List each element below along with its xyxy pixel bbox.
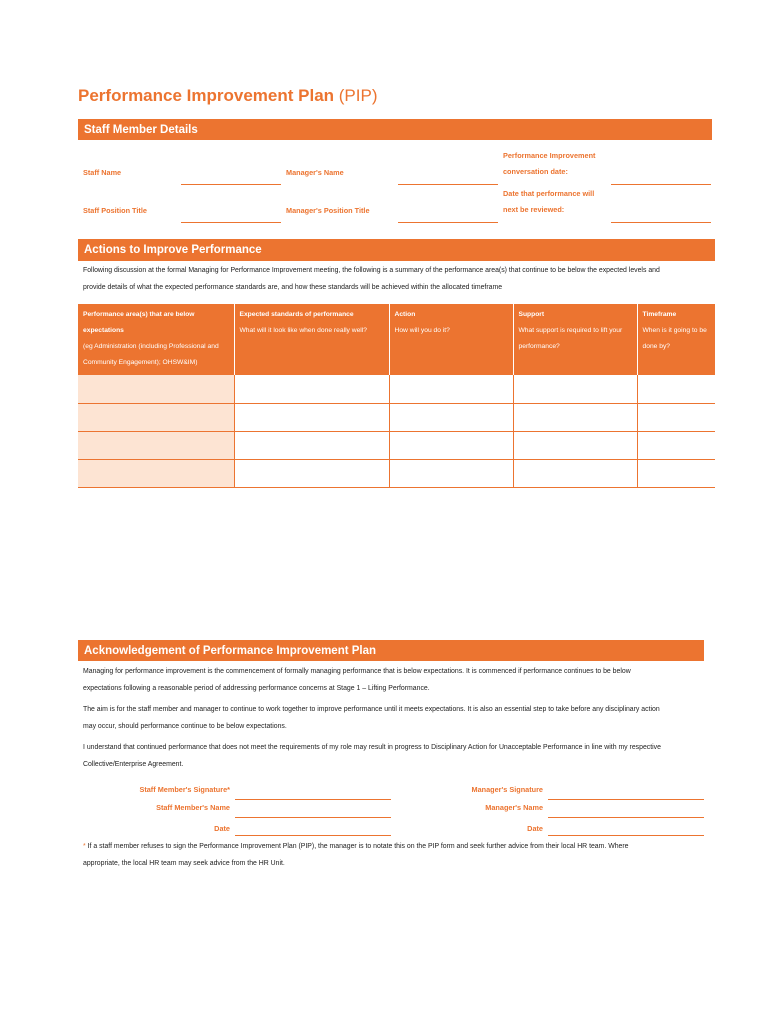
conversation-date-label-line2: conversation date:: [503, 167, 568, 176]
table-row: [78, 459, 715, 487]
staff-name-field[interactable]: [181, 184, 281, 185]
title-main: Performance Improvement Plan: [78, 86, 335, 105]
manager-date-label: Date: [527, 824, 543, 833]
table-row: [78, 375, 715, 403]
table-cell[interactable]: [389, 431, 513, 459]
table-cell[interactable]: [513, 375, 637, 403]
table-cell[interactable]: [389, 375, 513, 403]
footnote: [83, 839, 683, 872]
manager-signature-field[interactable]: [548, 799, 704, 800]
ack-para-2-line1: The aim is for the staff member and manager to continue to work together to improve performance until it meets expectations. It is also an essential step to take before any disciplinary action: [83, 706, 660, 713]
ack-para-3: [83, 740, 661, 773]
table-row: [78, 431, 715, 459]
page-title: [78, 86, 378, 106]
manager-date-field[interactable]: [548, 835, 704, 836]
managers-name-field[interactable]: [398, 184, 498, 185]
managers-position-field[interactable]: [398, 222, 498, 223]
col-performance-area-sub: (eg Administration (including Professional and Community Engagement); OHSW&IM): [83, 343, 219, 366]
ack-para-3-line1: I understand that continued performance that does not meet the requirements of my role may result in progress to Disciplinary Action for Unacceptable Performance in line with my respective: [83, 744, 661, 751]
staff-details-heading: Staff Member Details: [78, 119, 712, 140]
ack-para-2-line2: may occur, should performance continue to be below expectations.: [83, 722, 287, 730]
staff-signature-field[interactable]: [235, 799, 391, 800]
col-action-title: Action: [394, 311, 416, 318]
table-header-row: [78, 304, 715, 375]
table-cell[interactable]: [78, 375, 234, 403]
table-cell[interactable]: [389, 403, 513, 431]
ack-para-3-line2: Collective/Enterprise Agreement.: [83, 760, 184, 768]
table-cell[interactable]: [234, 375, 389, 403]
actions-intro-line1: Following discussion at the formal Managing for Performance Improvement meeting, the following is a summary of the performance area(s) that continue to be below the expected levels and: [83, 267, 660, 274]
table-cell[interactable]: [234, 459, 389, 487]
table-cell[interactable]: [637, 459, 715, 487]
table-cell[interactable]: [78, 403, 234, 431]
manager-name-label: Manager's Name: [485, 803, 543, 812]
col-support: [513, 304, 637, 375]
col-support-sub: What support is required to lift your performance?: [518, 327, 623, 350]
table-cell[interactable]: [389, 459, 513, 487]
managers-position-label: Manager's Position Title: [286, 206, 370, 215]
performance-table: [78, 304, 715, 488]
staff-position-field[interactable]: [181, 222, 281, 223]
col-performance-area: [78, 304, 234, 375]
table-cell[interactable]: [513, 431, 637, 459]
table-cell[interactable]: [513, 459, 637, 487]
title-suffix: (PIP): [338, 86, 378, 105]
staff-signature-label: Staff Member's Signature*: [139, 785, 230, 794]
col-timeframe: [637, 304, 715, 375]
col-performance-area-title: Performance area(s) that are below expectations: [83, 311, 195, 334]
table-cell[interactable]: [234, 431, 389, 459]
actions-intro: [83, 263, 660, 296]
table-cell[interactable]: [637, 431, 715, 459]
table-row: [78, 403, 715, 431]
actions-intro-line2: provide details of what the expected performance standards are, and how these standards will be achieved within the allocated timeframe: [83, 283, 503, 291]
table-cell[interactable]: [234, 403, 389, 431]
col-timeframe-title: Timeframe: [642, 311, 677, 318]
table-cell[interactable]: [637, 403, 715, 431]
col-expected-standards-sub: What will it look like when done really well?: [239, 327, 367, 334]
staff-date-label: Date: [214, 824, 230, 833]
col-timeframe-sub: When is it going to be done by?: [642, 327, 707, 350]
footnote-text: If a staff member refuses to sign the Performance Improvement Plan (PIP), the manager is to notate this on the PIP form and seek further advice from their local HR team. Where: [85, 843, 629, 850]
ack-para-1-line2: expectations following a reasonable period of addressing performance concerns at Stage 1 – Lifting Performance.: [83, 684, 430, 692]
col-action: [389, 304, 513, 375]
col-action-sub: How will you do it?: [394, 327, 450, 334]
conversation-date-label-line1: Performance Improvement: [503, 151, 596, 160]
col-expected-standards-title: Expected standards of performance: [239, 311, 354, 318]
conversation-date-field[interactable]: [611, 184, 711, 185]
staff-date-field[interactable]: [235, 835, 391, 836]
staff-name-sig-field[interactable]: [235, 817, 391, 818]
table-cell[interactable]: [78, 431, 234, 459]
actions-heading: Actions to Improve Performance: [78, 239, 715, 261]
ack-para-1: [83, 664, 631, 697]
acknowledgement-heading: Acknowledgement of Performance Improvement Plan: [78, 640, 704, 661]
staff-name-label: Staff Name: [83, 168, 122, 177]
manager-name-field[interactable]: [548, 817, 704, 818]
footnote-star: *: [83, 843, 86, 850]
ack-para-1-line1: Managing for performance improvement is the commencement of formally managing performance that is below expectations. It is commenced if performance continues to be below: [83, 668, 631, 675]
review-date-field[interactable]: [611, 222, 711, 223]
staff-position-label: Staff Position Title: [83, 206, 147, 215]
review-date-label: [503, 186, 613, 218]
conversation-date-label: [503, 148, 613, 180]
ack-para-2: [83, 702, 660, 735]
table-cell[interactable]: [78, 459, 234, 487]
table-cell[interactable]: [637, 375, 715, 403]
footnote-line1: [83, 839, 683, 856]
managers-name-label: Manager's Name: [286, 168, 344, 177]
manager-signature-label: Manager's Signature: [471, 785, 543, 794]
col-expected-standards: [234, 304, 389, 375]
table-cell[interactable]: [513, 403, 637, 431]
review-date-label-line2: next be reviewed:: [503, 205, 565, 214]
col-support-title: Support: [518, 311, 545, 318]
review-date-label-line1: Date that performance will: [503, 189, 595, 198]
staff-name-sig-label: Staff Member's Name: [156, 803, 230, 812]
footnote-line2: appropriate, the local HR team may seek advice from the HR Unit.: [83, 859, 285, 867]
